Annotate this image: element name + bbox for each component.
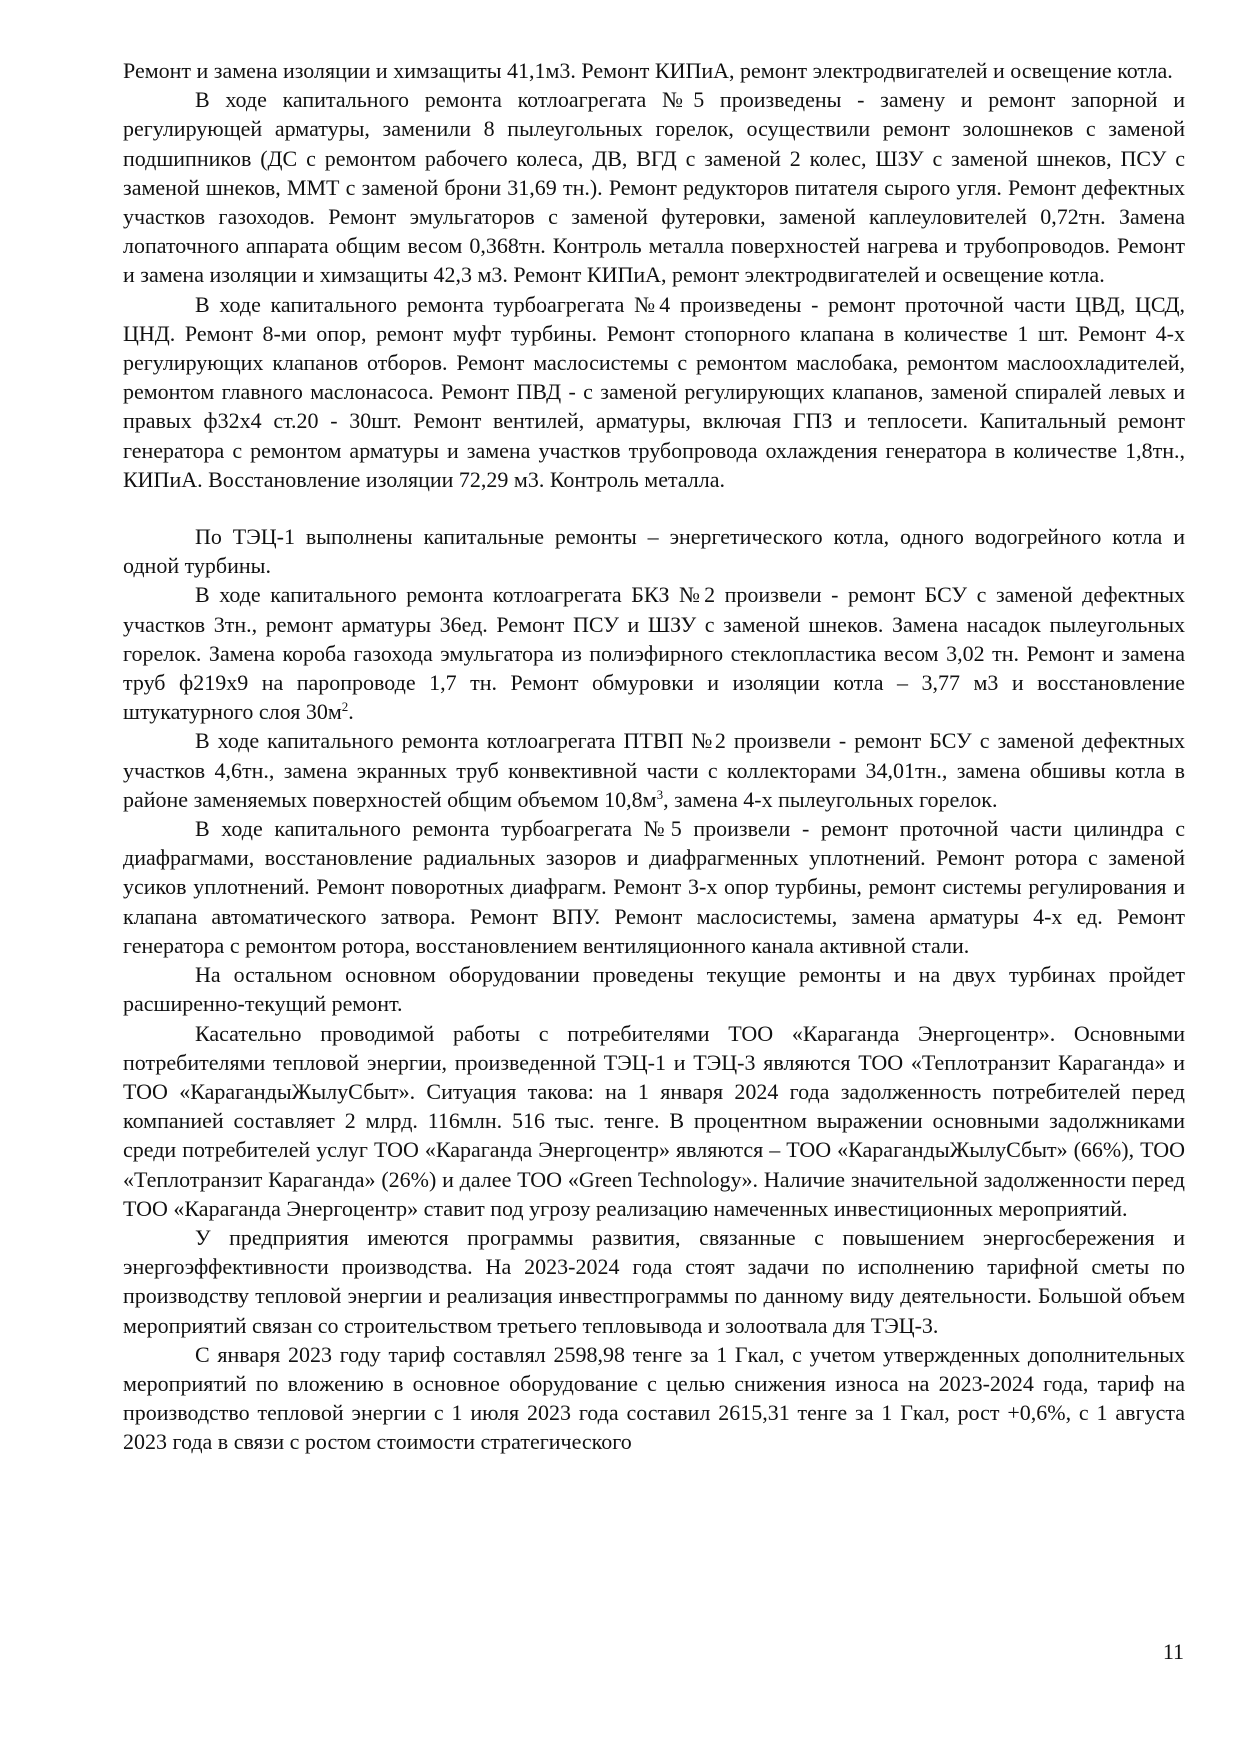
paragraph-6-text: В ходе капитального ремонта котлоагрегата ПТВП №2 произвели - ремонт БСУ с заменой дефектных участков 4,6тн., замена экранных труб конвективной части с коллекторами 34,01тн., замена обшивы котла в районе заменяемых поверхностей общим объемом 10,8м	[123, 728, 1185, 812]
paragraph-2: В ходе капитального ремонта котлоагрегата №5 произведены - замену и ремонт запорной и регулирующей арматуры, заменили 8 пылеугольных горелок, осуществили ремонт золошнеков с заменой подшипников (ДС с ремонтом рабочего колеса, ДВ, ВГД с заменой 2 колес, ШЗУ с заменой шнеков, ПСУ с заменой шнеков, ММТ с заменой брони 31,69 тн.). Ремонт редукторов питателя сырого угля. Ремонт дефектных участков газоходов. Ремонт эмульгаторов с заменой футеровки, заменой каплеуловителей 0,72тн. Замена лопаточного аппарата общим весом 0,368тн. Контроль металла поверхностей нагрева и трубопроводов. Ремонт и замена изоляции и химзащиты 42,3 м3. Ремонт КИПиА, ремонт электродвигателей и освещение котла.	[123, 87, 1185, 288]
paragraph-5-tail: .	[348, 699, 354, 725]
paragraph-6-tail: , замена 4-х пылеугольных горелок.	[663, 786, 998, 812]
paragraph-11: С января 2023 году тариф составлял 2598,98 тенге за 1 Гкал, с учетом утвержденных дополнительных мероприятий по вложению в основное оборудование с целью снижения износа на 2023-2024 года, тариф на производство тепловой энергии с 1 июля 2023 года составил 2615,31 тенге за 1 Гкал, рост +0,6%, с 1 августа 2023 года в связи с ростом стоимости стратегического	[123, 1341, 1185, 1455]
document-page	[123, 56, 1185, 1457]
paragraph-4: По ТЭЦ-1 выполнены капитальные ремонты – энергетического котла, одного водогрейного котла и одной турбины.	[123, 524, 1185, 579]
paragraph-1: Ремонт и замена изоляции и химзащиты 41,1м3. Ремонт КИПиА, ремонт электродвигателей и освещение котла.	[123, 58, 1173, 83]
paragraph-5	[123, 580, 1185, 726]
paragraph-5-text: В ходе капитального ремонта котлоагрегата БКЗ №2 произвели - ремонт БСУ с заменой дефектных участков 3тн., ремонт арматуры 36ед. Ремонт ПСУ и ШЗУ с заменой шнеков. Замена насадок пылеугольных горелок. Замена короба газохода эмульгатора из полиэфирного стеклопластика весом 3,02 тн. Ремонт и замена труб ф219х9 на паропроводе 1,7 тн. Ремонт обмуровки и изоляции котла – 3,77 м3 и восстановление штукатурного слоя 30м	[123, 582, 1185, 725]
paragraph-9: Касательно проводимой работы с потребителями ТОО «Караганда Энергоцентр». Основными потребителями тепловой энергии, произведенной ТЭЦ-1 и ТЭЦ-3 являются ТОО «Теплотранзит Караганда» и ТОО «КарагандыЖылуСбыт». Ситуация такова: на 1 января 2024 года задолженность потребителей перед компанией составляет 2 млрд. 116млн. 516 тыс. тенге. В процентном выражении основными задолжниками среди потребителей услуг ТОО «Караганда Энергоцентр» являются – ТОО «КарагандыЖылуСбыт» (66%), ТОО «Теплотранзит Караганда» (26%) и далее ТОО «Green Technology». Наличие значительной задолженности перед ТОО «Караганда Энергоцентр» ставит под угрозу реализацию намеченных инвестиционных мероприятий.	[123, 1020, 1185, 1221]
paragraph-3: В ходе капитального ремонта турбоагрегата №4 произведены - ремонт проточной части ЦВД, ЦСД, ЦНД. Ремонт 8-ми опор, ремонт муфт турбины. Ремонт стопорного клапана в количестве 1 шт. Ремонт 4-х регулирующих клапанов отборов. Ремонт маслосистемы с ремонтом маслобака, ремонтом маслоохладителей, ремонтом главного маслонасоса. Ремонт ПВД - с заменой регулирующих клапанов, заменой спиралей левых и правых ф32х4 ст.20 - 30шт. Ремонт вентилей, арматуры, включая ГПЗ и теплосети. Капитальный ремонт генератора с ремонтом арматуры и замена участков трубопровода охлаждения генератора в количестве 1,8тн., КИПиА. Восстановление изоляции 72,29 м3. Контроль металла.	[123, 291, 1185, 492]
paragraph-6	[123, 726, 1185, 814]
paragraph-7: В ходе капитального ремонта турбоагрегата №5 произвели - ремонт проточной части цилиндра с диафрагмами, восстановление радиальных зазоров и диафрагменных уплотнений. Ремонт ротора с заменой усиков уплотнений. Ремонт поворотных диафрагм. Ремонт 3-х опор турбины, ремонт системы регулирования и клапана автоматического затвора. Ремонт ВПУ. Ремонт маслосистемы, замена арматуры 4-х ед. Ремонт генератора с ремонтом ротора, восстановлением вентиляционного канала активной стали.	[123, 816, 1185, 958]
paragraph-5-superscript: 2	[341, 699, 349, 715]
page-number: 11	[1162, 1639, 1184, 1664]
paragraph-6-superscript: 3	[656, 786, 664, 802]
paragraph-8: На остальном основном оборудовании проведены текущие ремонты и на двух турбинах пройдет расширенно-текущий ремонт.	[123, 962, 1185, 1017]
paragraph-10: У предприятия имеются программы развития, связанные с повышением энергосбережения и энергоэффективности производства. На 2023-2024 года стоят задачи по исполнению тарифной сметы по производству тепловой энергии и реализация инвестпрограммы по данному виду деятельности. Большой объем мероприятий связан со строительством третьего тепловывода и золоотвала для ТЭЦ-3.	[123, 1224, 1185, 1338]
